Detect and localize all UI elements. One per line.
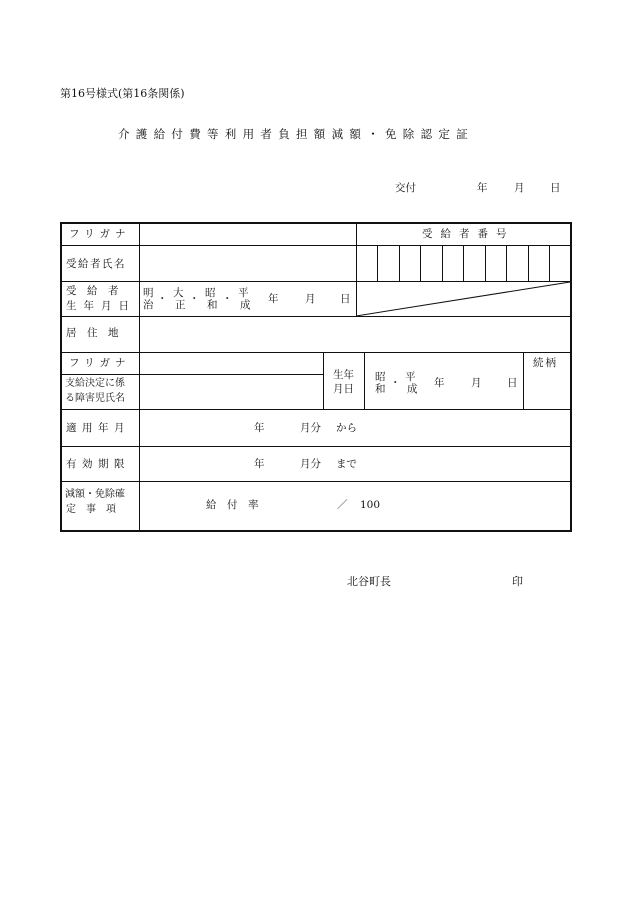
child-era-showa-bottom: 和 (375, 383, 386, 395)
child-era-heisei-bottom: 成 (407, 383, 418, 395)
benefit-rate-slash: ／ (337, 499, 348, 511)
row-line (60, 245, 572, 246)
row-line (60, 446, 572, 447)
benefit-rate-denominator: 100 (360, 499, 381, 511)
era-meiji-top: 明 (143, 287, 154, 299)
issue-day-unit: 日 (550, 182, 561, 194)
issuer-name: 北谷町長 (347, 575, 391, 588)
era-showa-top: 昭 (205, 287, 216, 299)
certificate-table (60, 222, 572, 532)
form-number: 第16号様式(第16条関係) (60, 87, 185, 100)
child-birth-label-line1: 生年 (333, 369, 354, 381)
number-box-line (442, 245, 443, 281)
birth-month-unit: 月 (305, 293, 316, 305)
valid-year-unit: 年 (254, 458, 265, 470)
child-birth-year-unit: 年 (434, 377, 445, 389)
child-furigana-label: フリガナ (69, 357, 131, 369)
child-birth-label-line2: 月日 (333, 383, 354, 395)
birth-year-unit: 年 (268, 293, 279, 305)
era-showa-bottom: 和 (207, 299, 218, 311)
era-dot: ・ (189, 293, 200, 305)
number-box-line (506, 245, 507, 281)
apply-label: 適用年月 (66, 422, 130, 434)
recipient-birth-label-line2: 生年月日 (66, 300, 136, 312)
valid-month-unit: 月分 (300, 458, 321, 470)
reduction-label-line1: 減額・免除確 (65, 489, 125, 500)
row-line-child-furigana (60, 374, 323, 375)
child-birth-day-unit: 日 (507, 377, 518, 389)
birth-day-unit: 日 (340, 293, 351, 305)
diagonal-strike (356, 281, 572, 317)
apply-month-unit: 月分 (300, 422, 321, 434)
recipient-birth-label-line1: 受 給 者 (66, 285, 119, 297)
child-era-showa-top: 昭 (375, 371, 386, 383)
child-era-heisei-top: 平 (405, 371, 416, 383)
relation-divider (523, 352, 524, 409)
row-line (60, 481, 572, 482)
issue-label: 交付 (395, 182, 416, 194)
child-birth-divider-right (364, 352, 365, 409)
relation-label: 続柄 (533, 357, 558, 369)
child-birth-divider-left (323, 352, 324, 409)
era-meiji-bottom: 治 (143, 299, 154, 311)
valid-label: 有効期限 (66, 458, 130, 470)
issue-year-unit: 年 (477, 182, 488, 194)
address-label: 居 住 地 (66, 327, 119, 339)
child-birth-month-unit: 月 (471, 377, 482, 389)
document-title: 介護給付費等利用者負担額減額・免除認定証 (118, 127, 474, 141)
issue-month-unit: 月 (514, 182, 525, 194)
child-name-label-line1: 支給決定に係 (65, 378, 125, 389)
table-border-bottom (60, 530, 572, 532)
era-dot: ・ (222, 293, 233, 305)
number-box-line (420, 245, 421, 281)
recipient-name-label: 受給者氏名 (66, 258, 126, 270)
row-line (60, 409, 572, 410)
era-taisho-bottom: 正 (175, 299, 186, 311)
label-column-divider (139, 222, 140, 532)
table-border-top (60, 222, 572, 224)
apply-suffix: から (336, 422, 357, 434)
seal-mark: 印 (512, 575, 523, 588)
number-box-line (399, 245, 400, 281)
child-name-label-line2: る障害児氏名 (65, 393, 125, 404)
furigana-label: フリガナ (69, 228, 131, 240)
number-box-line (485, 245, 486, 281)
table-border-left (60, 222, 62, 532)
table-border-right (570, 222, 572, 532)
era-dot: ・ (390, 377, 401, 389)
number-box-line (463, 245, 464, 281)
apply-year-unit: 年 (254, 422, 265, 434)
number-box-line (549, 245, 550, 281)
valid-suffix: まで (336, 458, 357, 470)
number-box-line (528, 245, 529, 281)
era-taisho-top: 大 (173, 287, 184, 299)
row-line (60, 352, 572, 353)
recipient-number-label: 受給者番号 (422, 228, 515, 240)
era-heisei-top: 平 (238, 287, 249, 299)
era-heisei-bottom: 成 (240, 299, 251, 311)
era-dot: ・ (157, 293, 168, 305)
number-box-line (377, 245, 378, 281)
reduction-label-line2: 定 事 項 (66, 504, 116, 515)
benefit-rate-label: 給 付 率 (206, 499, 259, 511)
